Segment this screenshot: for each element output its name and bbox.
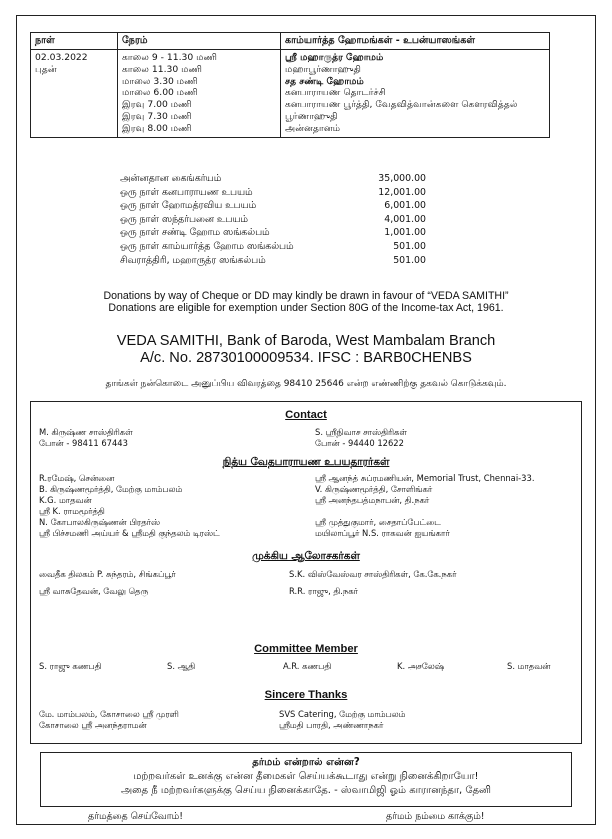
time-item: மாலை 6.00 மணி — [122, 87, 198, 99]
time-item: காலை 11.30 மணி — [122, 63, 203, 75]
thanks-item: கோசாலை ஸ்ரீ அனந்தராமன் — [39, 720, 147, 730]
notice-line: Donations are eligible for exemption under Section 80G of the Income-tax Act, 1961. — [108, 302, 504, 315]
sponsor-item: B. கிருஷ்ணமூர்த்தி, மேற்கு மாம்பலம் — [39, 484, 183, 494]
donation-amount: 12,001.00 — [378, 186, 426, 198]
sponsor-item: R.ரமேஷ், சென்னை — [39, 473, 115, 483]
time-item: மாலை 3.30 மணி — [122, 75, 198, 87]
donation-row — [120, 240, 440, 254]
time-item: இரவு 7.30 மணி — [122, 110, 192, 122]
footer-right: தர்மம் நம்மை காக்கும்! — [386, 811, 485, 822]
donation-row — [120, 254, 440, 268]
donation-label: ஒரு நாள் ஸந்தர்பனை உபயம் — [120, 213, 248, 225]
contact-heading: Contact — [285, 409, 327, 421]
bank-details — [24, 333, 588, 366]
sponsor-item: ஸ்ரீ K. ராமமூர்த்தி — [39, 506, 105, 516]
event-item: கனபாராயண தொடர்ச்சி — [285, 87, 386, 99]
contacts-box — [30, 401, 582, 744]
advisor-item: ஸ்ரீ வாசுதேவன், வேலு தெரு — [39, 586, 149, 596]
thanks-item: ஸ்ரீமதி பாரதி, அண்ணாநகர் — [279, 720, 384, 730]
donation-label: ஒரு நாள் கனபாராயண உபயம் — [120, 186, 253, 198]
sponsor-item: ஸ்ரீ முத்துகுமார், சைதாப்பேட்டை — [315, 517, 441, 527]
advisor-item: வைதீக திலகம் P. சுந்தரம், சிங்கப்பூர் — [39, 569, 176, 579]
contact-name: M. கிருஷ்ண சாஸ்திரிகள் — [39, 427, 133, 437]
donation-row — [120, 199, 440, 213]
bank-line: VEDA SAMITHI, Bank of Baroda, West Mambalam Branch — [116, 333, 496, 349]
donation-amount: 1,001.00 — [384, 227, 426, 239]
date-value: 02.03.2022 — [35, 52, 88, 63]
sponsors-heading: நித்ய வேதபாராயண உபயதாரர்கள் — [222, 456, 390, 468]
committee-member: S. ராஜு கணபதி — [39, 661, 102, 671]
inform-line: தாங்கள் நன்கொடை அனுப்பிய விவரத்தை 98410 25646 என்ற எண்ணிற்கு தகவல் கொடுக்கவும். — [105, 379, 507, 389]
event-item: ஸ்ரீ மஹாருத்ர ஹோமம் — [285, 52, 384, 63]
advisor-item: R.R. ராஜு, தி.நகர் — [289, 586, 359, 596]
contact-phone: போன் - 98411 67443 — [39, 438, 128, 448]
thanks-item: SVS Catering, மேற்கு மாம்பலம் — [279, 709, 406, 719]
committee-member: A.R. கணபதி — [283, 661, 332, 671]
committee-member: S. ஆதி — [167, 661, 196, 671]
thanks-item: மே. மாம்பலம், கோசாலை ஸ்ரீ முரளி — [39, 709, 179, 719]
thanks-right — [279, 709, 405, 731]
contact-name: S. ஸ்ரீநிவாச சாஸ்திரிகள் — [315, 427, 407, 437]
sponsor-item: மயிலாப்பூர் N.S. ராகவன் ஐயங்கார் — [315, 528, 450, 538]
event-item: கனபாராயண பூர்த்தி, வேதவித்வான்களை கௌரவித்தல் — [285, 99, 518, 111]
donation-list — [120, 172, 440, 267]
donation-amount: 35,000.00 — [378, 173, 426, 184]
advisors-left — [39, 569, 176, 597]
header-time: நேரம் — [118, 33, 281, 50]
committee-member: K. அசலேஷ் — [397, 661, 445, 671]
advisors-heading: முக்கிய ஆலோசகர்கள் — [252, 550, 360, 562]
sponsors-left — [39, 473, 220, 539]
donation-row — [120, 213, 440, 227]
event-item: பூர்ணாஹுதி — [285, 110, 338, 122]
notice-line: Donations by way of Cheque or DD may kindly be drawn in favour of “VEDA SAMITHI” — [103, 290, 509, 302]
donation-amount: 501.00 — [393, 254, 426, 266]
header-date: நாள் — [31, 33, 118, 50]
date-cell — [31, 50, 118, 138]
time-cell — [118, 50, 281, 138]
advisors-right — [289, 569, 456, 597]
sponsor-item: ஸ்ரீ அனந்தபத்மநாபன், தி.நகர் — [315, 495, 430, 505]
events-cell — [281, 50, 550, 138]
donation-amount: 4,001.00 — [384, 213, 426, 225]
schedule-table — [30, 32, 550, 138]
donation-notice — [24, 290, 588, 315]
contact-left — [39, 427, 133, 449]
schedule-row — [31, 50, 550, 138]
event-item: அன்னதானம் — [285, 122, 341, 134]
footer-left: தர்மத்தை செய்வோம்! — [88, 811, 183, 822]
time-item: இரவு 7.00 மணி — [122, 99, 192, 111]
sponsors-right — [315, 473, 535, 539]
quote-box — [40, 752, 572, 807]
donation-label: அன்னதான கைங்கர்யம் — [120, 173, 222, 184]
donation-row — [120, 186, 440, 200]
donation-row — [120, 172, 440, 186]
quote-title: தர்மம் என்றால் என்ன? — [252, 757, 360, 768]
sponsor-item: ஸ்ரீ பிச்சமணி அய்யர் & ஸ்ரீமதி குந்தலம் டிரஸ்ட் — [39, 528, 220, 538]
time-item: இரவு 8.00 மணி — [122, 122, 192, 134]
account-line: A/c. No. 28730100009534. IFSC : BARB0CHENBS — [140, 349, 472, 366]
quote-line: அதை நீ மற்றவர்களுக்கு செய்ய நினைக்காதே. - ஸ்வாமிஜி ஓம் காரானந்தா, தேனி — [120, 785, 491, 796]
donation-label: சிவராத்திரி, மஹாருத்ர ஸங்கல்பம் — [120, 254, 266, 266]
day-value: புதன் — [35, 63, 57, 75]
contact-phone: போன் - 94440 12622 — [315, 438, 404, 448]
contact-right — [315, 427, 407, 449]
sponsor-item — [315, 506, 535, 517]
time-item: காலை 9 - 11.30 மணி — [122, 52, 218, 63]
donation-label: ஒரு நாள் காம்யார்த்த ஹோம ஸங்கல்பம் — [120, 240, 294, 252]
thanks-left — [39, 709, 179, 731]
sponsor-item: ஸ்ரீ ஆனந்த் சுப்ரமணியன், Memorial Trust, Chennai-33. — [315, 473, 535, 483]
quote-line: மற்றவர்கள் உனக்கு என்ன தீமைகள் செய்யக்கூடாது என்று நினைக்கிறாயோ! — [133, 771, 479, 782]
sponsor-item: V. கிருஷ்ணமூர்த்தி, சோளிங்கர் — [315, 484, 433, 494]
committee-member: S. மாதவன் — [507, 661, 551, 671]
donation-label: ஒரு நாள் ஹோமத்ரவிய உபயம் — [120, 200, 257, 212]
donation-amount: 6,001.00 — [384, 200, 426, 212]
sponsor-item: N. கோபாலகிருஷ்ணன் பிரதர்ஸ் — [39, 517, 161, 527]
donation-amount: 501.00 — [393, 240, 426, 252]
event-item: சத சண்டி ஹோமம் — [285, 75, 364, 87]
thanks-heading: Sincere Thanks — [264, 689, 348, 701]
sponsor-item: K.G. மாதவன் — [39, 495, 92, 505]
committee-heading: Committee Member — [254, 643, 358, 655]
advisor-item: S.K. விஸ்வேஸ்வர சாஸ்திரிகள், கே.கே.நகர் — [289, 569, 457, 579]
donation-row — [120, 226, 440, 240]
header-events: காம்யார்த்த ஹோமங்கள் - உபன்யாஸங்கள் — [281, 33, 550, 50]
event-item: மஹாபூர்ணாஹுதி — [285, 63, 362, 75]
schedule-header-row — [31, 33, 550, 50]
donation-label: ஒரு நாள் சண்டி ஹோம ஸங்கல்பம் — [120, 227, 270, 239]
